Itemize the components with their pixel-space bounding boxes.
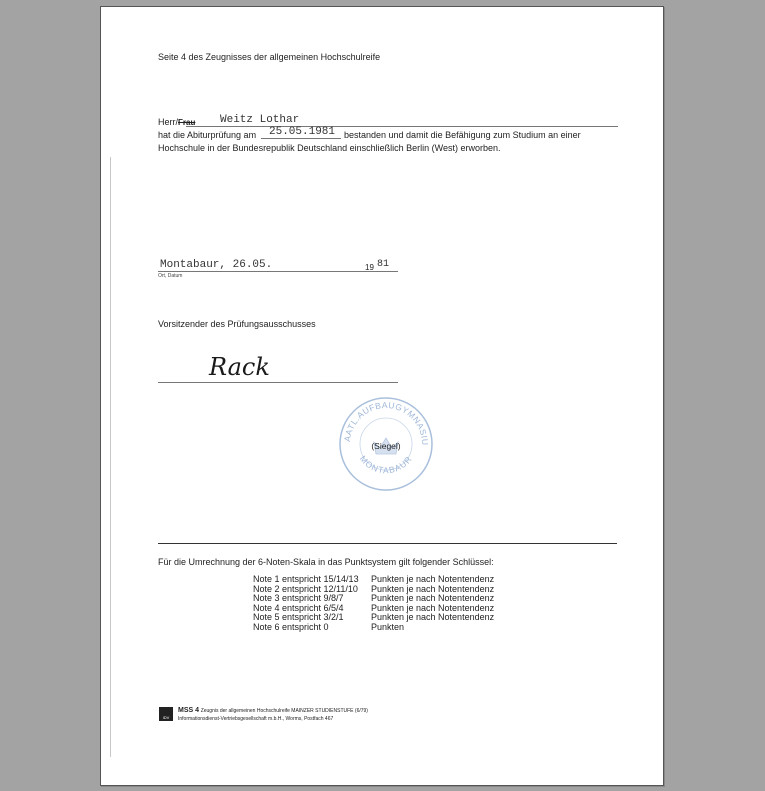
conversion-desc: Punkten je nach Notentendenz [371,602,495,613]
conversion-note: Note 3 entspricht 9/8/7 [253,593,344,604]
chair-signature: Rack [209,353,270,381]
conversion-desc: Punkten je nach Notentendenz [371,583,495,594]
conversion-table [253,575,494,633]
conversion-desc: Punkten je nach Notentendenz [371,593,495,604]
scan-margin-line [110,157,111,757]
salutation-text: Herr/ [158,117,178,127]
conversion-desc: Punkten [371,621,405,632]
year-suffix: 81 [377,259,390,270]
exam-suffix: bestanden und damit die Befähigung zum Studium an einer [344,130,581,140]
seal-ring-bottom-text: MONTABAUR [357,453,415,476]
year-prefix: 19 [365,263,374,272]
place-date-value: Montabaur, 26.05. [160,259,273,271]
publisher-logo-text: IDV [162,715,170,720]
name-underline [186,126,618,127]
form-code: MSS 4 [178,707,200,714]
chair-label: Vorsitzender des Prüfungsausschusses [158,319,316,329]
signature-line [158,382,398,383]
qualification-text: Hochschule in der Bundesrepublik Deutschland einschließlich Berlin (West) erworben. [158,143,501,153]
footer-line-2: Informationsdienst-Vertriebsgesellschaft m.b.H., Worms, Postfach 467 [178,715,334,722]
publisher-logo [159,707,173,721]
conversion-desc: Punkten je nach Notentendenz [371,612,495,623]
footer-line-1 [178,707,368,716]
conversion-intro: Für die Umrechnung der 6-Noten-Skala in das Punktsystem gilt folgender Schlüssel: [158,557,494,567]
struck-salutation: Frau [178,118,196,127]
conversion-note: Note 4 entspricht 6/5/4 [253,602,344,613]
exam-date: 25.05.1981 [269,126,336,138]
conversion-note: Note 2 entspricht 12/11/10 [253,583,358,594]
seal-ring-top-text: STAATL.AUFBAUGYMNASIUM [332,386,431,446]
exam-date-underline [261,138,341,139]
form-footer [178,707,368,723]
exam-prefix: hat die Abiturprüfung am [158,130,257,140]
conversion-desc: Punkten je nach Notentendenz [371,574,495,584]
official-seal [332,386,436,494]
place-date-underline [158,271,398,272]
page-header: Seite 4 des Zeugnisses der allgemeinen Hochschulreife [158,52,381,62]
document-page [100,6,664,786]
conversion-note: Note 1 entspricht 15/14/13 [253,574,359,584]
seal-label: (Siegel) [371,441,401,451]
form-title: Zeugnis der allgemeinen Hochschulreife MAINZER STUDIENSTUFE (6/79) [200,708,368,714]
place-date-label: Ort, Datum [158,273,183,279]
conversion-note: Note 5 entspricht 3/2/1 [253,612,344,623]
conversion-note: Note 6 entspricht 0 [253,621,329,632]
candidate-name: Weitz Lothar [220,114,300,126]
section-divider [158,543,617,544]
conversion-row [253,623,494,633]
